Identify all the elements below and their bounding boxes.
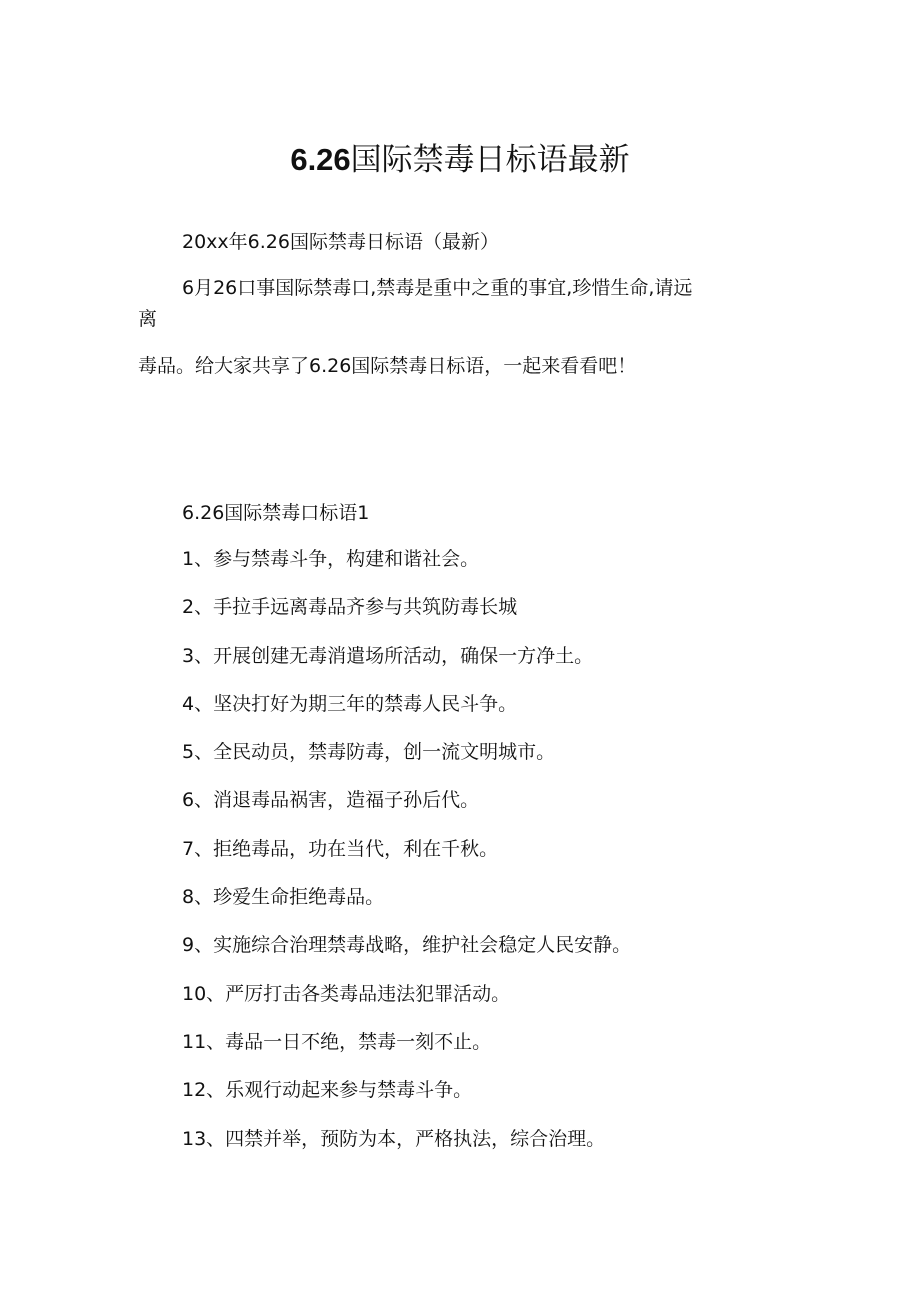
intro-paragraph-line-2: 毒品。给大家共享了6.26国际禁毒日标语，一起来看看吧！	[138, 355, 637, 377]
section-heading: 6.26国际禁毒口标语1	[182, 502, 370, 524]
subtitle: 20xx年6.26国际禁毒日标语（最新）	[182, 231, 499, 253]
slogan-item: 13、四禁并举，预防为本，严格执法，综合治理。	[182, 1127, 606, 1150]
slogan-list	[182, 546, 631, 1174]
slogan-item: 3、开展创建无毒消遣场所活动，确保一方净土。	[182, 644, 594, 667]
title-number: 6.26	[290, 142, 351, 177]
intro-paragraph-line-1-wrap: 离	[138, 308, 158, 330]
slogan-item: 10、严厉打击各类毒品违法犯罪活动。	[182, 982, 511, 1005]
slogan-item: 8、珍爱生命拒绝毒品。	[182, 886, 385, 909]
slogan-item: 6、消退毒品祸害，造福子孙后代。	[182, 789, 480, 812]
slogan-item: 1、参与禁毒斗争，构建和谐社会。	[182, 548, 480, 570]
slogan-item: 4、坚决打好为期三年的禁毒人民斗争。	[182, 692, 518, 715]
slogan-item: 2、手拉手远离毒品齐参与共筑防毒长城	[182, 596, 518, 619]
title-text: 国际禁毒日标语最新	[350, 142, 630, 178]
slogan-item: 9、实施综合治理禁毒战略，维护社会稳定人民安静。	[182, 934, 632, 957]
slogan-item: 11、毒品一日不绝，禁毒一刻不止。	[182, 1030, 492, 1053]
slogan-item: 7、拒绝毒品，功在当代，利在千秋。	[182, 837, 499, 860]
slogan-item: 5、全民动员，禁毒防毒，创一流文明城市。	[182, 741, 556, 764]
intro-paragraph-line-1: 6月26口事国际禁毒口,禁毒是重中之重的事宜,珍惜生命,请远	[182, 277, 693, 299]
document-title	[0, 138, 920, 182]
slogan-item: 12、乐观行动起来参与禁毒斗争。	[182, 1079, 473, 1102]
